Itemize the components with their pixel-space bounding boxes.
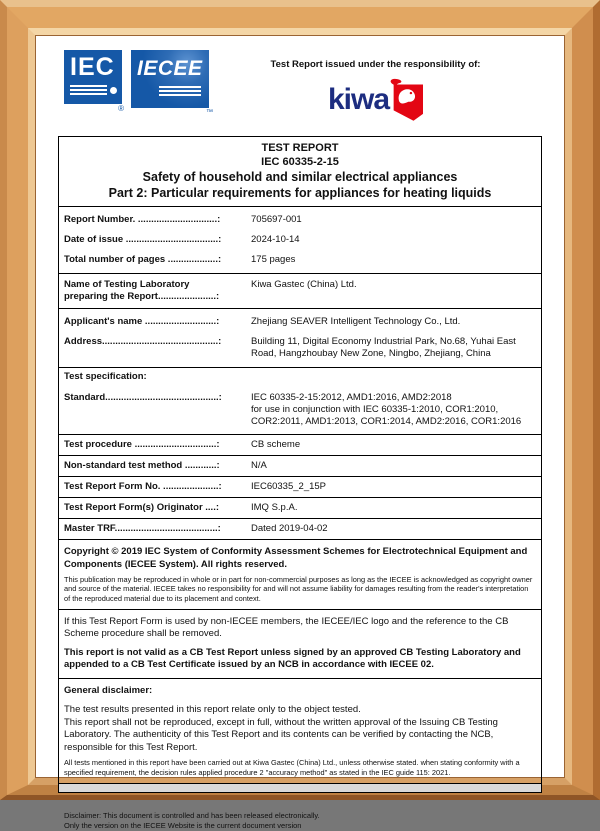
- nonstandard-method-row: [64, 456, 536, 476]
- wooden-frame-inner: [28, 28, 572, 830]
- applicant-name-value: Zhejiang SEAVER Intelligent Technology Co., Ltd.: [251, 316, 461, 327]
- date-of-issue-label: Date of issue ...................................:: [64, 234, 222, 245]
- document-page: [35, 35, 565, 830]
- responsibility-block: [209, 50, 542, 128]
- report-number-row: [64, 210, 536, 230]
- date-of-issue-row: [64, 230, 536, 250]
- form-no-row: [64, 477, 536, 497]
- master-trf-label: Master TRF.......................................:: [64, 523, 221, 534]
- master-trf-row: [64, 519, 536, 539]
- applicant-section: [59, 308, 541, 367]
- originator-row: [64, 498, 536, 518]
- testing-laboratory-label: Name of Testing Laboratory preparing the Report......................:: [64, 279, 220, 302]
- applicant-name-row: [64, 312, 536, 332]
- general-disclaimer-heading: General disclaimer:: [64, 684, 153, 696]
- title-line-1: TEST REPORT: [261, 142, 339, 154]
- iecee-logo-square: [131, 50, 209, 108]
- form-no-value: IEC60335_2_15P: [251, 481, 327, 492]
- trademark-mark: ™: [206, 109, 213, 116]
- report-table: [58, 136, 542, 793]
- document-header: [58, 50, 542, 128]
- title-line-3: Safety of household and similar electrical appliances: [142, 170, 458, 184]
- originator-subrow: [59, 497, 541, 518]
- test-procedure-row: [64, 435, 536, 455]
- logo-group: [64, 50, 213, 116]
- iec-logo-square: [64, 50, 122, 104]
- iecee-logo-text: IECEE: [137, 57, 203, 80]
- general-disclaimer-section: [59, 678, 541, 783]
- footer-disclaimer-line-2: Only the version on the IECEE Website is the current document version: [64, 820, 302, 830]
- not-valid-notice: This report is not valid as a CB Test Report unless signed by an approved CB Testing Laboratory and appended to a CB Test Certificate issued by an NCB in accordance with IECEE 02.: [64, 646, 521, 671]
- date-of-issue-value: 2024-10-14: [251, 234, 300, 245]
- address-value: Building 11, Digital Economy Industrial Park, No.68, Yuhai East Road, Hangzhoubay New Zone, Ningbo, Zhejiang, China: [251, 336, 516, 359]
- test-specification-heading: Test specification:: [64, 371, 147, 382]
- iec-logo-bars-icon: [70, 85, 117, 95]
- standard-label: Standard...........................................:: [64, 392, 222, 403]
- test-specification-section: [59, 367, 541, 476]
- form-no-label: Test Report Form No. .....................:: [64, 481, 222, 492]
- report-number-label: Report Number. ..............................:: [64, 214, 221, 225]
- title-block: [59, 137, 541, 206]
- originator-label: Test Report Form(s) Originator ....:: [64, 502, 219, 513]
- iec-logo: [64, 50, 124, 113]
- total-pages-value: 175 pages: [251, 254, 296, 265]
- report-number-value: 705697-001: [251, 214, 302, 225]
- master-trf-subrow: [59, 518, 541, 539]
- report-form-section: [59, 476, 541, 539]
- footer-disclaimer: [64, 811, 542, 831]
- test-procedure-subrow: [59, 434, 541, 455]
- report-info-section: [59, 206, 541, 273]
- iec-logo-text: IEC: [70, 53, 115, 81]
- non-iecee-notice: If this Test Report Form is used by non-IECEE members, the IECEE/IEC logo and the reference to the CB Scheme procedure shall be removed.: [64, 615, 509, 640]
- copyright-body: This publication may be reproduced in whole or in part for non-commercial purposes as long as the IECEE is acknowledged as copyright owner and source of the material. IECEE takes no responsibility for and will not assume liability for damages resulting from the reader's interpretation of the reproduced material due to its placement and context.: [64, 575, 533, 603]
- registered-mark: ®: [118, 104, 124, 113]
- iecee-logo-bars-icon: [159, 86, 201, 96]
- nonstandard-method-value: N/A: [251, 460, 267, 471]
- total-pages-label: Total number of pages ...................:: [64, 254, 222, 265]
- standard-row: [64, 388, 536, 434]
- kiwa-logo: [328, 77, 423, 128]
- testing-laboratory-section: [59, 273, 541, 308]
- iecee-logo: [131, 50, 213, 116]
- copyright-section: [59, 539, 541, 609]
- tests-carried-out-note: All tests mentioned in this report have been carried out at Kiwa Gastec (China) Ltd., unless otherwise stated. when stating conformity with a specified requirement, the decision rules applied procedure 2 "accuracy method" as stated in the IEC guide 115: 2021.: [64, 758, 520, 777]
- kiwa-flag-icon: [385, 77, 423, 128]
- nonstandard-method-subrow: [59, 455, 541, 476]
- kiwa-logo-text: kiwa: [327, 83, 390, 116]
- copyright-heading: Copyright © 2019 IEC System of Conformity Assessment Schemes for Electrotechnical Equipment and Components (IECEE System). All rights reserved.: [64, 546, 528, 570]
- title-line-2: IEC 60335-2-15: [261, 156, 339, 168]
- testing-laboratory-value: Kiwa Gastec (China) Ltd.: [251, 279, 357, 290]
- standard-value: IEC 60335-2-15:2012, AMD1:2016, AMD2:2018 for use in conjunction with IEC 60335-1:2010, COR1:2010, COR2:2011, AMD1:2013, COR1:2014, AMD2:2016, COR1:2016: [251, 392, 522, 427]
- wooden-frame-mid: [7, 7, 593, 830]
- applicant-name-label: Applicant's name ...........................:: [64, 316, 220, 327]
- total-pages-row: [64, 250, 536, 270]
- footer-disclaimer-line-1: Disclaimer: This document is controlled and has been released electronically.: [64, 810, 320, 820]
- test-procedure-label: Test procedure ...............................:: [64, 439, 220, 450]
- iec-logo-dot-icon: [110, 87, 117, 94]
- empty-gray-row: [59, 783, 541, 792]
- nonstandard-method-label: Non-standard test method ............:: [64, 460, 220, 471]
- originator-value: IMQ S.p.A.: [251, 502, 298, 513]
- cb-notice-section: [59, 609, 541, 678]
- testing-laboratory-row: [64, 277, 536, 305]
- general-disclaimer-body: The test results presented in this report relate only to the object tested. This report shall not be reproduced, except in full, without the written approval of the Issuing CB Testing Laboratory. The authenticity of this Test Report and its contents can be verified by contacting the NCB, responsible for this Test Report.: [64, 704, 498, 753]
- master-trf-value: Dated 2019-04-02: [251, 523, 328, 534]
- test-procedure-value: CB scheme: [251, 439, 301, 450]
- address-row: [64, 332, 536, 364]
- responsibility-text: Test Report issued under the responsibility of:: [270, 59, 481, 70]
- title-line-4: Part 2: Particular requirements for appliances for heating liquids: [108, 186, 492, 200]
- address-label: Address............................................:: [64, 336, 222, 347]
